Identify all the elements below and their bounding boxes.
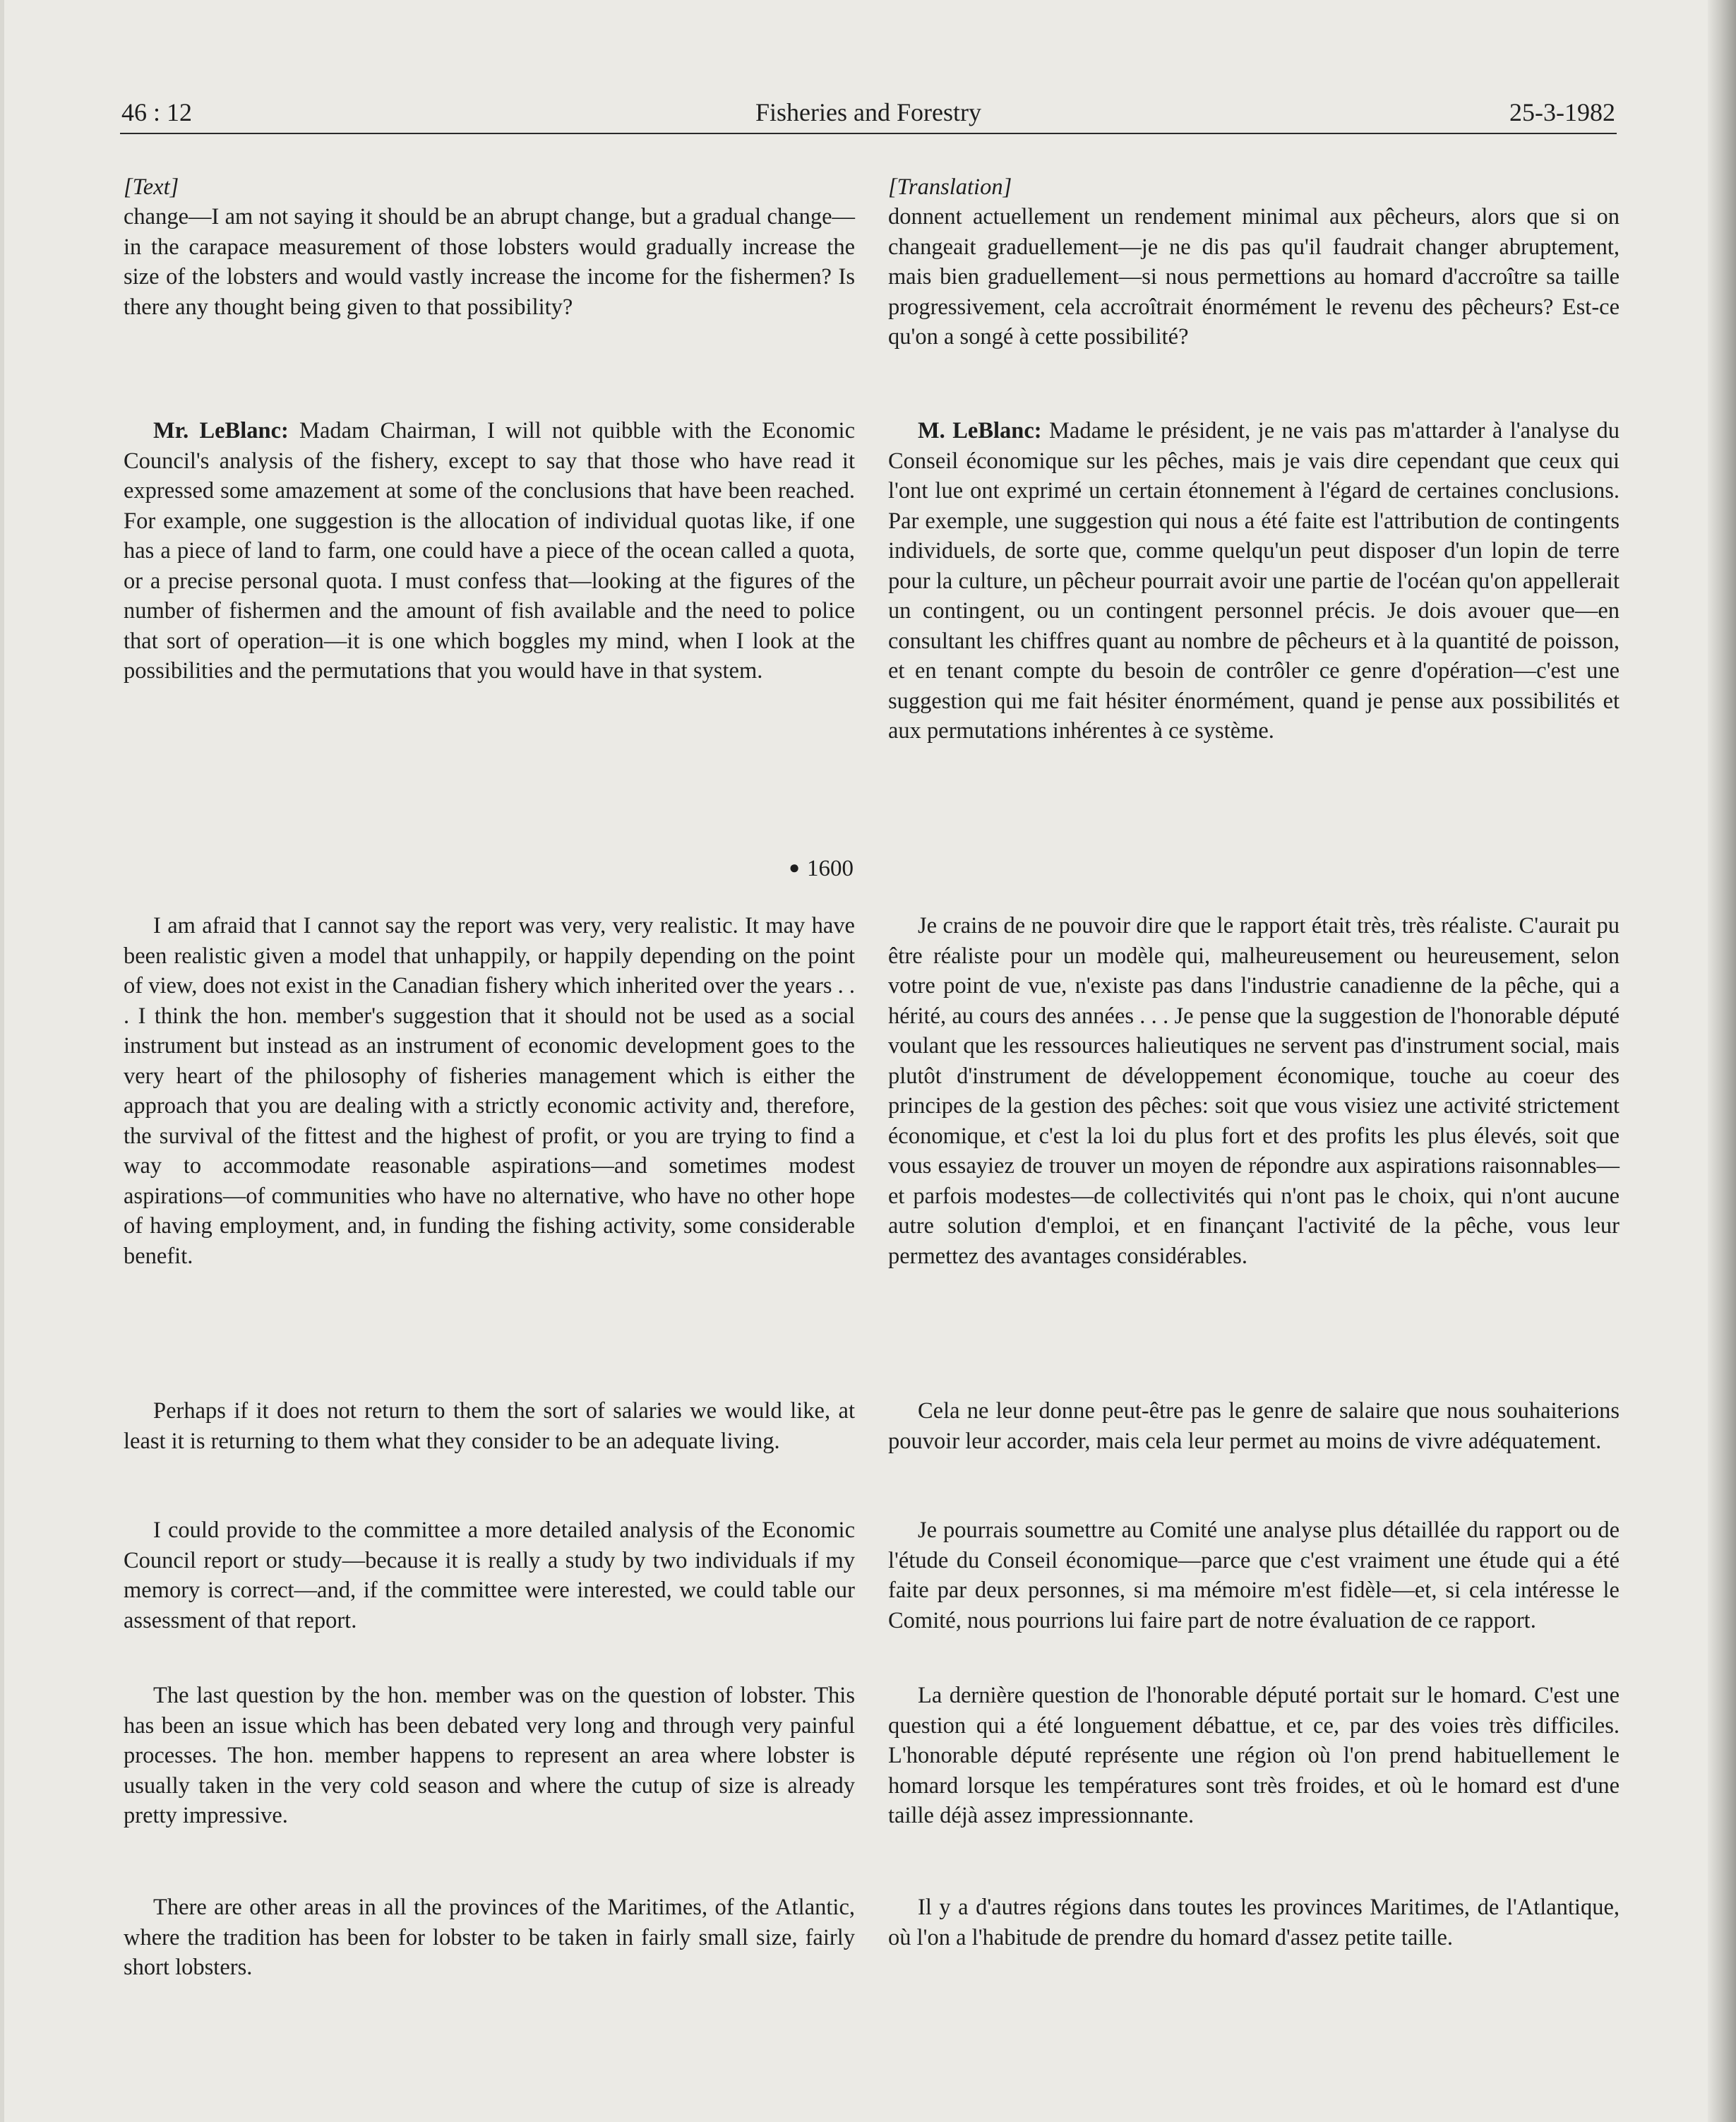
translation-label: [Translation] (888, 174, 1012, 200)
paragraph-2: Mr. LeBlanc: Madam Chairman, I will not quibble with the Economic Council's analysis of the fishery, except to say that those who have read it expressed some amazement at some of the conclusions that have been reached. For example, one suggestion is the allocation of individual quotas like, if one has a piece of land to farm, one could have a piece of the ocean called a quota, or a precise personal quota. I must confess that—looking at the figures of the number of fishermen and the amount of fish available and the need to police that sort of operation—it is one which boggles my mind, when I look at the possibilities and the permutations that you would have in that system. (124, 418, 856, 684)
running-header (120, 97, 1617, 134)
paragraph-5-fr: Je pourrais soumettre au Comité une analyse plus détaillée du rapport ou de l'étude du Conseil économique—parce que c'est vraiment une étude qui a été faite par deux personnes, si ma mémoire m'est fidèle—et, si cela intéresse le Comité, nous pourrions lui faire part de notre évaluation de ce rapport. (888, 1518, 1620, 1633)
paragraph-5: I could provide to the committee a more detailed analysis of the Economic Council report or study—because it is really a study by two individuals if my memory is correct—and, if the committee were interested, we could table our assessment of that report. (124, 1518, 855, 1633)
paragraph-7-fr: Il y a d'autres régions dans toutes les provinces Maritimes, de l'Atlantique, où l'on a l'habitude de prendre du homard d'assez petite taille. (888, 1895, 1620, 1950)
speaker-name: Mr. LeBlanc: (153, 418, 289, 443)
paragraph-1: change—I am not saying it should be an abrupt change, but a gradual change—in the carapace measurement of those lobsters would gradually increase the size of the lobsters and would vastly increase the income for the fishermen? Is there any thought being given to that possibility? (124, 204, 855, 320)
paragraph-4: Perhaps if it does not return to them the sort of salaries we would like, at least it is returning to them what they consider to be an adequate living. (124, 1398, 855, 1454)
paragraph-4-fr: Cela ne leur donne peut-être pas le genre de salaire que nous souhaiterions pouvoir leur accorder, mais cela leur permet au moins de vivre adéquatement. (888, 1398, 1620, 1454)
paragraph-6-fr: La dernière question de l'honorable député portait sur le homard. C'est une question qui a été longuement débattue, et ce, par des voies très difficiles. L'honorable député représente une région où l'on prend habituellement le homard lorsque les températures sont très froides, et où le homard est d'une taille déjà assez impressionnante. (888, 1683, 1620, 1828)
header-date: 25-3-1982 (1509, 98, 1615, 126)
page-edge-left (0, 0, 4, 2122)
paragraph-3-fr: Je crains de ne pouvoir dire que le rapport était très, très réaliste. C'aurait pu être réaliste pour un modèle qui, malheureusement ou heureusement, selon votre point de vue, n'existe pas dans l'industrie canadienne de la pêche, qui a hérité, au cours des années . . . Je pense que la suggestion de l'honorable député voulant que les ressources halieutiques ne servent pas d'instrument social, mais plutôt d'instrument de développement économique, touche au coeur des principes de la gestion des pêches: soit que vous visiez une activité strictement économique, et c'est la loi du plus fort et des profits les plus élevés, soit que vous essayiez de trouver un moyen de répondre aux aspirations raisonnables—et parfois modestes—de collectivités qui n'ont pas le choix, qui n'ont aucune autre solution d'emploi, et en finançant l'activité de la pêche, vous leur permettez des avantages considérables. (888, 913, 1620, 1269)
page-number: 46 : 12 (121, 98, 193, 126)
publication-title: Fisheries and Forestry (755, 98, 981, 126)
bullet-icon: ● (789, 857, 800, 878)
paragraph-7: There are other areas in all the provinces of the Maritimes, of the Atlantic, where the tradition has been for lobster to be taken in fairly small size, fairly short lobsters. (124, 1895, 855, 1980)
time-marker: ● 1600 (789, 856, 854, 881)
text-label: [Text] (124, 174, 179, 200)
paragraph-6: The last question by the hon. member was on the question of lobster. This has been an issue which has been debated very long and through very painful processes. The hon. member happens to represent an area where lobster is usually taken in the very cold season and where the cutup of size is already pretty impressive. (124, 1683, 855, 1828)
speaker-name-fr: M. LeBlanc: (918, 418, 1042, 443)
paragraph-1-fr: donnent actuellement un rendement minimal aux pêcheurs, alors que si on changeait graduellement—je ne dis pas qu'il faudrait changer abruptement, mais bien graduellement—si nous permettions au homard d'accroître sa taille progressivement, cela accroîtrait énormément le revenu des pêcheurs? Est-ce qu'on a songé à cette possibilité? (888, 204, 1620, 350)
page-edge-right (1708, 0, 1736, 2122)
paragraph-2-fr: M. LeBlanc: Madame le président, je ne vais pas m'attarder à l'analyse du Conseil économique sur les pêches, mais je vais dire cependant que ceux qui l'ont lue ont exprimé un certain étonnement à l'égard de certaines conclusions. Par exemple, une suggestion qui nous a été faite est l'attribution de contingents individuels, de sorte que, comme quelqu'un peut disposer d'un lopin de terre pour la culture, un pêcheur pourrait avoir une partie de l'océan qu'on appellerait un contingent, ou un contingent personnel précis. Je dois avouer que—en consultant les chiffres quant au nombre de pêcheurs et à la quantité de poisson, et en tenant compte du besoin de contrôler ce genre d'opération—c'est une suggestion qui me fait hésiter énormément, quand je pense aux possibilités et aux permutations inhérentes à ce système. (888, 418, 1620, 744)
paragraph-3: I am afraid that I cannot say the report was very, very realistic. It may have been realistic given a model that unhappily, or happily depending on the point of view, does not exist in the Canadian fishery which inherited over the years . . . I think the hon. member's suggestion that it should not be used as a social instrument but instead as an instrument of economic development goes to the very heart of the philosophy of fisheries management which is either the approach that you are dealing with a strictly economic activity and, therefore, the survival of the fittest and the highest of profit, or you are trying to find a way to accommodate reasonable aspirations—and sometimes modest aspirations—of communities who have no alternative, who have no other hope of having employment, and, in funding the fishing activity, some considerable benefit. (124, 913, 855, 1269)
